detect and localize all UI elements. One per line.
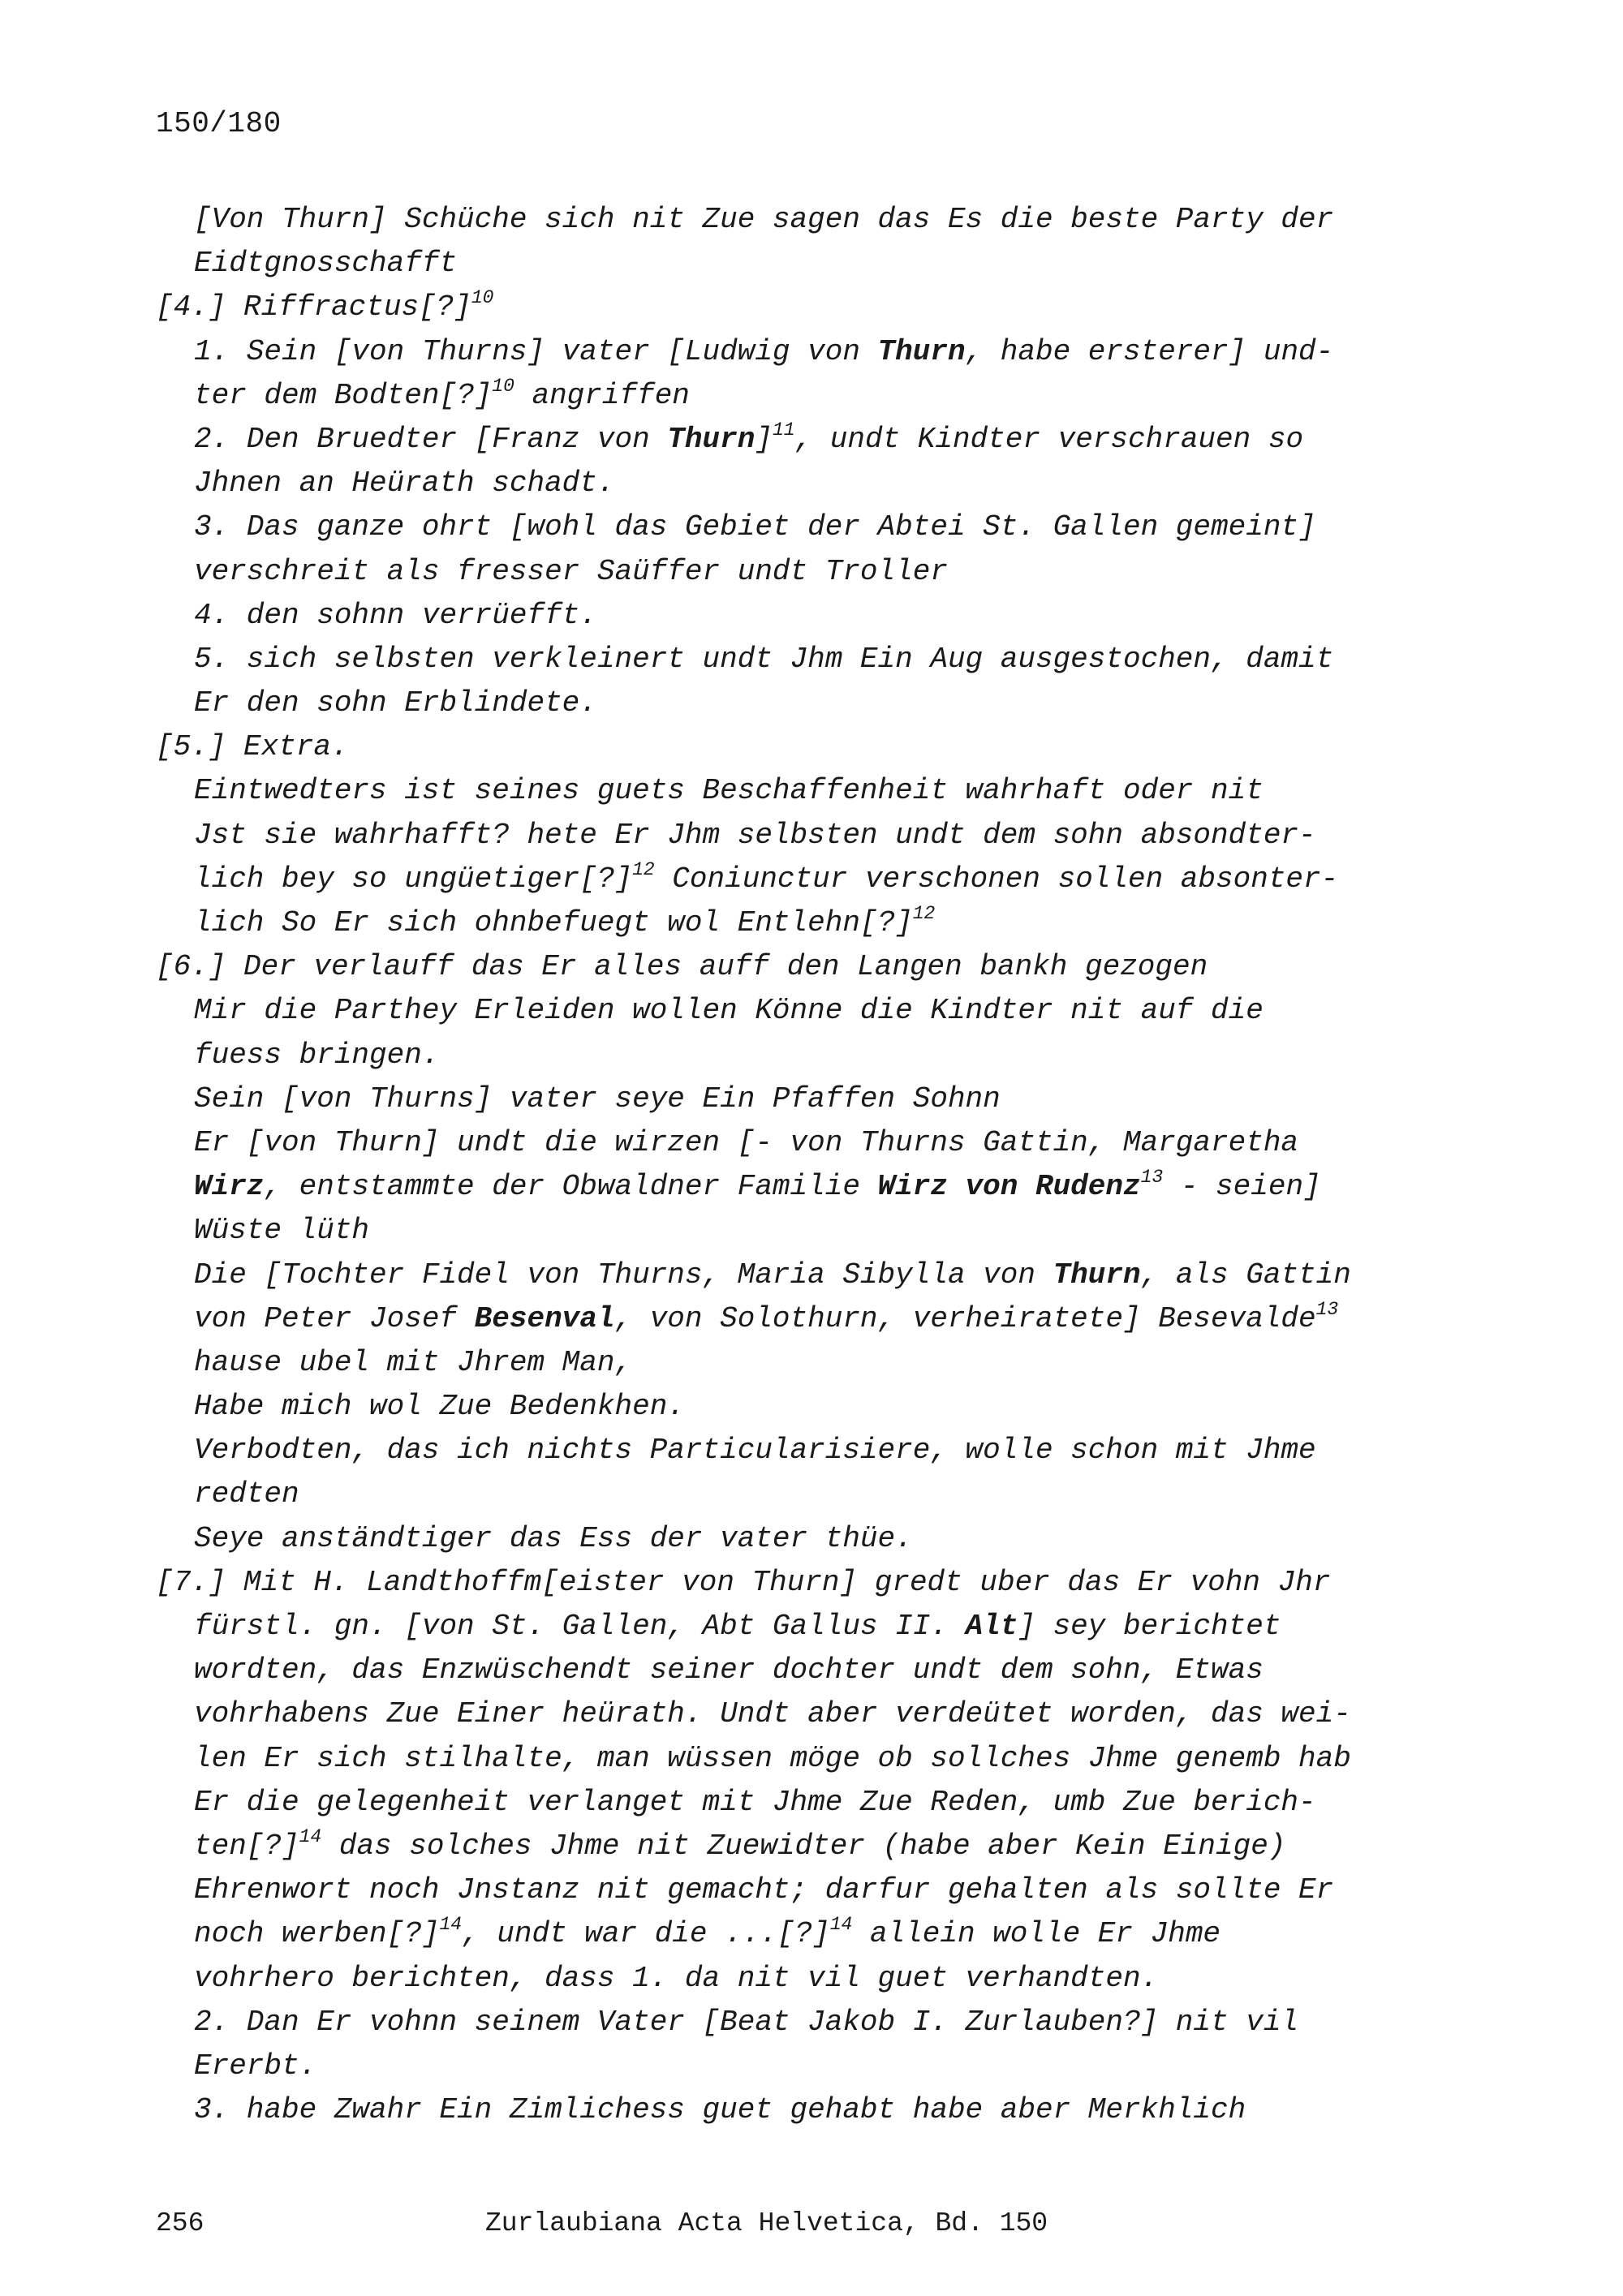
text-line <box>156 1341 1470 1385</box>
text-segment: Ererbt. <box>194 2049 317 2083</box>
text-segment: Eidtgnosschafft <box>194 247 458 281</box>
text-segment: das solches Jhme nit Zuewidter (habe aber Kein Einige) <box>321 1829 1286 1863</box>
text-segment: lich bey so ungüetiger[?] <box>194 862 633 896</box>
text-segment: Mir die Parthey Erleiden wollen Könne die Kindter nit auf die <box>194 994 1264 1028</box>
text-segment: wordten, das Enzwüschendt seiner dochter undt dem sohn, Etwas <box>194 1653 1264 1688</box>
text-segment: Habe mich wol Zue Bedenkhen. <box>194 1390 685 1424</box>
text-line <box>156 198 1470 242</box>
text-segment: , undt Kindter verschrauen so <box>794 422 1304 456</box>
text-segment: noch werben[?] <box>194 1917 440 1951</box>
text-segment: 2. Den Bruedter [Franz von <box>194 422 668 456</box>
text-segment: Er [von Thurn] undt die wirzen [- von Thurns Gattin, Margaretha <box>194 1125 1299 1159</box>
text-line <box>156 505 1470 549</box>
footnote-ref: 11 <box>772 419 795 441</box>
text-segment: angriffen <box>514 378 690 412</box>
page-counter: 150/180 <box>156 107 282 140</box>
text-segment: ter dem Bodten[?] <box>194 378 493 412</box>
text-line <box>156 1253 1470 1297</box>
text-segment: fuess bringen. <box>194 1038 440 1072</box>
text-segment: allein wolle Er Jhme <box>852 1917 1221 1951</box>
text-segment: Ehrenwort noch Jnstanz nit gemacht; darfur gehalten als sollte Er <box>194 1873 1334 1907</box>
text-line <box>156 814 1470 858</box>
text-segment: - seien] <box>1163 1170 1321 1204</box>
text-segment: 4. den sohnn verrüefft. <box>194 598 597 632</box>
bold-name: Wirz <box>194 1170 265 1204</box>
footnote-ref: 14 <box>439 1914 463 1936</box>
text-segment: ten[?] <box>194 1829 299 1863</box>
text-segment: vohrhero berichten, dass 1. da nit vil guet verhandten. <box>194 1961 1159 1995</box>
text-segment: redten <box>194 1477 299 1511</box>
text-line <box>156 594 1470 638</box>
text-segment: [7.] Mit H. Landthoffm[eister von Thurn] gredt uber das Er vohn Jhr <box>156 1565 1331 1599</box>
text-line <box>156 1517 1470 1561</box>
text-segment: Jst sie wahrhafft? hete Er Jhm selbsten undt dem sohn absondter- <box>194 818 1316 852</box>
footnote-ref: 14 <box>829 1914 853 1936</box>
bold-name: Thurn <box>1053 1258 1141 1292</box>
footnote-ref: 10 <box>471 287 494 309</box>
text-line <box>156 1034 1470 1077</box>
text-segment: , als Gattin <box>1140 1258 1351 1292</box>
text-segment: Verbodten, das ich nichts Particularisiere, wolle schon mit Jhme <box>194 1434 1316 1468</box>
text-line <box>156 1561 1470 1605</box>
text-line <box>156 858 1470 901</box>
text-segment: ] sey berichtet <box>1018 1610 1281 1643</box>
text-line <box>156 418 1470 462</box>
text-segment: hause ubel mit Jhrem Man, <box>194 1345 633 1379</box>
text-segment: Er den sohn Erblindete. <box>194 686 597 720</box>
text-segment: fürstl. gn. [von St. Gallen, Abt Gallus II. <box>194 1610 966 1643</box>
text-line <box>156 1121 1470 1165</box>
document-body <box>156 198 1470 2132</box>
text-segment: len Er sich stilhalte, man wüssen möge ob sollches Jhme genemb hab <box>194 1741 1351 1775</box>
footnote-ref: 13 <box>1140 1167 1164 1189</box>
text-segment: ] <box>755 422 773 456</box>
text-line <box>156 1077 1470 1121</box>
footnote-ref: 12 <box>912 903 936 924</box>
text-line <box>156 550 1470 594</box>
publication-title: Zurlaubiana Acta Helvetica, Bd. 150 <box>485 2208 1048 2238</box>
text-line <box>156 1165 1470 1209</box>
text-segment: Coniunctur verschonen sollen absonter- <box>654 862 1339 896</box>
bold-name: Thurn <box>667 422 756 456</box>
text-line <box>156 1473 1470 1516</box>
text-segment: Sein [von Thurns] vater seye Ein Pfaffen Sohnn <box>194 1081 1001 1116</box>
text-line <box>156 1649 1470 1692</box>
text-line <box>156 1912 1470 1956</box>
text-segment: Die [Tochter Fidel von Thurns, Maria Sibylla von <box>194 1258 1053 1292</box>
text-line <box>156 286 1470 329</box>
text-segment: [6.] Der verlauff das Er alles auff den Langen bankh gezogen <box>156 950 1208 984</box>
page-number: 256 <box>156 2208 204 2238</box>
bold-name: Besenval <box>474 1301 615 1335</box>
text-segment: Seye anständtiger das Ess der vater thüe. <box>194 1521 913 1555</box>
bold-name: Thurn <box>877 334 966 368</box>
bold-name: Wirz von Rudenz <box>877 1170 1141 1204</box>
text-segment: verschreit als fresser Saüffer undt Troller <box>194 554 948 588</box>
text-line <box>156 1385 1470 1429</box>
text-line <box>156 1209 1470 1253</box>
text-line <box>156 1429 1470 1473</box>
text-line <box>156 1781 1470 1825</box>
text-segment: , entstammte der Obwaldner Familie <box>264 1170 878 1204</box>
bold-name: Alt <box>965 1610 1018 1643</box>
text-segment: Wüste lüth <box>194 1214 370 1248</box>
text-segment: vohrhabens Zue Einer heürath. Undt aber verdeütet worden, das wei- <box>194 1697 1351 1731</box>
text-segment: 5. sich selbsten verkleinert undt Jhm Ein Aug ausgestochen, damit <box>194 642 1334 676</box>
text-segment: , undt war die ...[?] <box>462 1917 830 1951</box>
text-segment: 3. habe Zwahr Ein Zimlichess guet gehabt habe aber Merkhlich <box>194 2093 1246 2127</box>
footnote-ref: 13 <box>1315 1298 1339 1320</box>
text-segment: Eintwedters ist seines guets Beschaffenheit wahrhaft oder nit <box>194 774 1264 808</box>
text-segment: 2. Dan Er vohnn seinem Vater [Beat Jakob I. Zurlauben?] nit vil <box>194 2005 1299 2039</box>
text-line <box>156 681 1470 725</box>
text-line <box>156 330 1470 374</box>
text-line <box>156 374 1470 418</box>
text-line <box>156 638 1470 681</box>
text-segment: Jhnen an Heürath schadt. <box>194 467 615 501</box>
text-line <box>156 1737 1470 1781</box>
text-line <box>156 1868 1470 1912</box>
text-line <box>156 1825 1470 1868</box>
text-line <box>156 769 1470 813</box>
text-segment: 3. Das ganze ohrt [wohl das Gebiet der Abtei St. Gallen gemeint] <box>194 510 1316 544</box>
text-segment: [5.] Extra. <box>156 730 349 764</box>
text-segment: [Von Thurn] Schüche sich nit Zue sagen das Es die beste Party der <box>194 203 1334 236</box>
text-segment: Er die gelegenheit verlanget mit Jhme Zue Reden, umb Zue berich- <box>194 1785 1316 1819</box>
text-line <box>156 1605 1470 1649</box>
text-segment: [4.] Riffractus[?] <box>156 290 471 325</box>
footnote-ref: 12 <box>632 858 655 880</box>
text-segment: lich So Er sich ohnbefuegt wol Entlehn[?] <box>194 906 913 939</box>
text-line <box>156 462 1470 505</box>
footnote-ref: 14 <box>299 1825 322 1847</box>
footnote-ref: 10 <box>492 375 514 397</box>
text-line <box>156 1297 1470 1341</box>
text-line <box>156 901 1470 945</box>
text-line <box>156 725 1470 769</box>
text-line <box>156 1957 1470 2001</box>
text-line <box>156 2044 1470 2088</box>
text-line <box>156 242 1470 286</box>
text-line <box>156 2088 1470 2132</box>
text-segment: von Peter Josef <box>194 1301 475 1335</box>
text-line <box>156 1692 1470 1736</box>
text-line <box>156 2001 1470 2044</box>
text-line <box>156 945 1470 989</box>
text-segment: , von Solothurn, verheiratete] Besevalde <box>614 1301 1316 1335</box>
text-segment: , habe ersterer] und- <box>965 334 1334 368</box>
text-segment: 1. Sein [von Thurns] vater [Ludwig von <box>194 334 878 368</box>
text-line <box>156 989 1470 1033</box>
